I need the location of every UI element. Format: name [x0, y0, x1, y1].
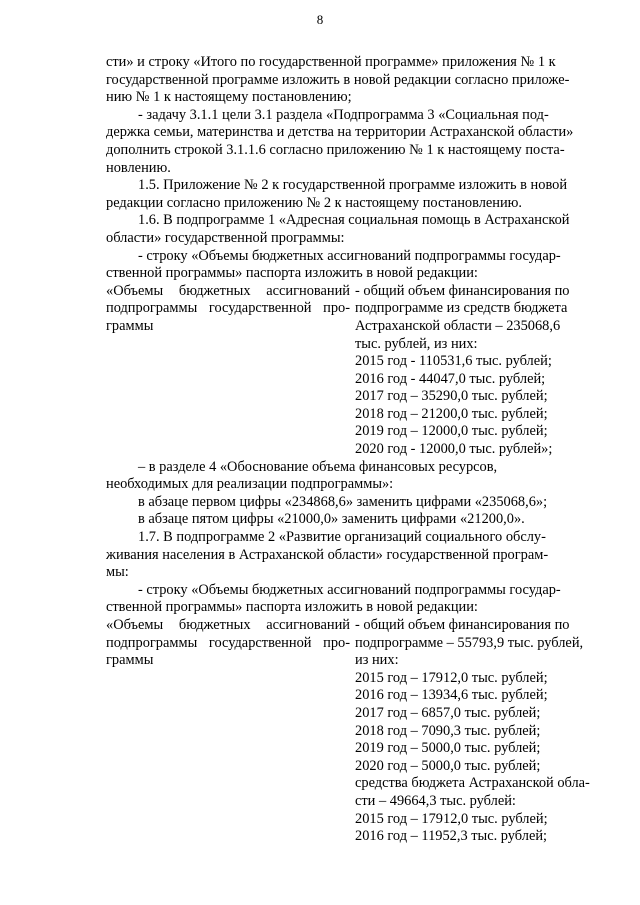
- text-line: 2019 год – 5000,0 тыс. рублей;: [355, 740, 541, 757]
- text-line: 2015 год – 17912,0 тыс. рублей;: [355, 810, 548, 827]
- text-line: в абзаце первом цифры «234868,6» заменить цифрами «235068,6»;: [138, 493, 548, 510]
- paragraph: [106, 529, 601, 582]
- text-line: - строку «Объемы бюджетных ассигнований подпрограммы государ-: [138, 247, 561, 264]
- paragraph: [106, 107, 601, 177]
- budget-table-subprogram-2: [106, 617, 601, 846]
- text-line: - задачу 3.1.1 цели 3.1 раздела «Подпрограмма 3 «Социальная под-: [138, 106, 549, 123]
- text-line: живания населения в Астраханской области» государственной програм-: [106, 546, 549, 563]
- budget-table-subprogram-1: [106, 283, 601, 459]
- text-line: 2017 год – 6857,0 тыс. рублей;: [355, 704, 541, 721]
- text-line: 2018 год – 21200,0 тыс. рублей;: [355, 405, 548, 422]
- paragraph: [106, 511, 601, 529]
- page-number: 8: [316, 12, 324, 27]
- text-line: необходимых для реализации подпрограммы»:: [106, 476, 394, 493]
- text-line: 1.7. В подпрограмме 2 «Развитие организаций социального обслу-: [138, 529, 546, 546]
- table-label-cell: «Объемы бюджетных ассигнований подпрограммы государственной про-граммы: [106, 617, 350, 669]
- text-line: 2020 год – 5000,0 тыс. рублей;: [355, 757, 541, 774]
- text-line: ственной программы» паспорта изложить в новой редакции:: [106, 599, 478, 616]
- text-line: 2017 год – 35290,0 тыс. рублей;: [355, 388, 548, 405]
- text-line: 2015 год - 110531,6 тыс. рублей;: [355, 353, 552, 370]
- text-line: тыс. рублей, из них:: [355, 335, 478, 352]
- text-line: - строку «Объемы бюджетных ассигнований подпрограммы государ-: [138, 581, 561, 598]
- text-line: дополнить строкой 3.1.1.6 согласно приложению № 1 к настоящему поста-: [106, 141, 565, 158]
- text-line: подпрограмме из средств бюджета: [355, 300, 568, 317]
- text-line: ственной программы» паспорта изложить в новой редакции:: [106, 265, 478, 282]
- text-line: держка семьи, материнства и детства на территории Астраханской области»: [106, 124, 574, 141]
- paragraph: [106, 459, 601, 494]
- paragraph: [106, 582, 601, 617]
- text-line: средства бюджета Астраханской обла-: [355, 775, 590, 792]
- table-value-cell: [355, 617, 601, 846]
- text-line: области» государственной программы:: [106, 229, 345, 246]
- text-line: 2016 год – 11952,3 тыс. рублей;: [355, 828, 548, 845]
- text-line: – в разделе 4 «Обоснование объема финансовых ресурсов,: [138, 458, 498, 475]
- table-value-cell: [355, 283, 601, 459]
- text-line: в абзаце пятом цифры «21000,0» заменить цифрами «21200,0».: [138, 511, 525, 528]
- text-line: Астраханской области – 235068,6: [355, 317, 561, 334]
- text-line: мы:: [106, 564, 129, 581]
- text-line: подпрограмме – 55793,9 тыс. рублей,: [355, 634, 584, 651]
- text-line: сти» и строку «Итого по государственной программе» приложения № 1 к: [106, 54, 556, 70]
- text-line: 1.6. В подпрограмме 1 «Адресная социальная помощь в Астраханской: [138, 212, 570, 229]
- text-line: 2016 год - 44047,0 тыс. рублей;: [355, 370, 546, 387]
- text-line: государственной программе изложить в новой редакции согласно приложе-: [106, 71, 570, 88]
- paragraph: [106, 54, 601, 107]
- paragraph: [106, 212, 601, 247]
- text-line: - общий объем финансирования по: [355, 282, 570, 299]
- text-line: редакции согласно приложению № 2 к настоящему постановлению.: [106, 194, 523, 211]
- text-line: 2020 год - 12000,0 тыс. рублей»;: [355, 441, 553, 458]
- text-line: из них:: [355, 652, 399, 669]
- paragraph: [106, 494, 601, 512]
- text-line: новлению.: [106, 159, 171, 176]
- paragraph: [106, 177, 601, 212]
- table-label-cell: «Объемы бюджетных ассигнований подпрограммы государственной про-граммы: [106, 282, 350, 334]
- text-line: сти – 49664,3 тыс. рублей:: [355, 792, 516, 809]
- document-body: [106, 54, 601, 846]
- text-line: 1.5. Приложение № 2 к государственной программе изложить в новой: [138, 177, 568, 194]
- text-line: 2015 год – 17912,0 тыс. рублей;: [355, 669, 548, 686]
- text-line: 2018 год – 7090,3 тыс. рублей;: [355, 722, 541, 739]
- text-line: 2019 год – 12000,0 тыс. рублей;: [355, 423, 548, 440]
- text-line: 2016 год – 13934,6 тыс. рублей;: [355, 687, 548, 704]
- paragraph: [106, 248, 601, 283]
- text-line: нию № 1 к настоящему постановлению;: [106, 89, 352, 106]
- text-line: - общий объем финансирования по: [355, 617, 570, 633]
